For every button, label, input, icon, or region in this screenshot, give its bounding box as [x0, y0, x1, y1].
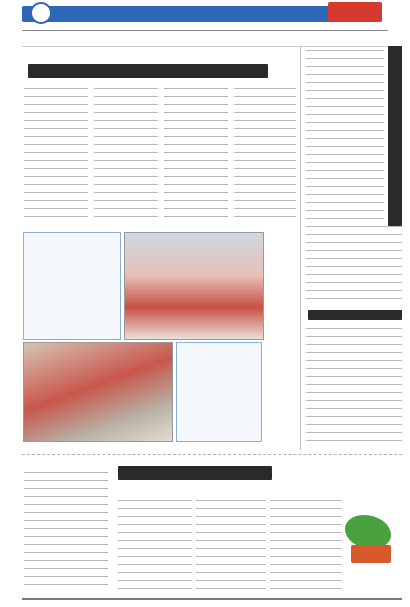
column-badge [345, 515, 395, 571]
newspaper-logo [328, 2, 382, 22]
left-article-headline [28, 64, 268, 78]
right-vertical-headline [388, 46, 402, 226]
masthead [0, 0, 410, 50]
event-photo [124, 232, 264, 340]
masthead-rule [22, 30, 388, 31]
photo-caption-bottom [176, 342, 262, 442]
leaf-icon [345, 515, 391, 549]
page-number-chip [30, 2, 52, 24]
badge-word [351, 545, 391, 563]
photo-caption-top [23, 232, 121, 340]
section-divider [22, 454, 402, 455]
bottom-article-headline [118, 466, 272, 480]
page-footer-rule [22, 598, 402, 600]
column-divider [300, 46, 301, 450]
right-section-headline [308, 310, 402, 320]
masthead-subrule [22, 46, 388, 47]
children-photo [23, 342, 173, 442]
